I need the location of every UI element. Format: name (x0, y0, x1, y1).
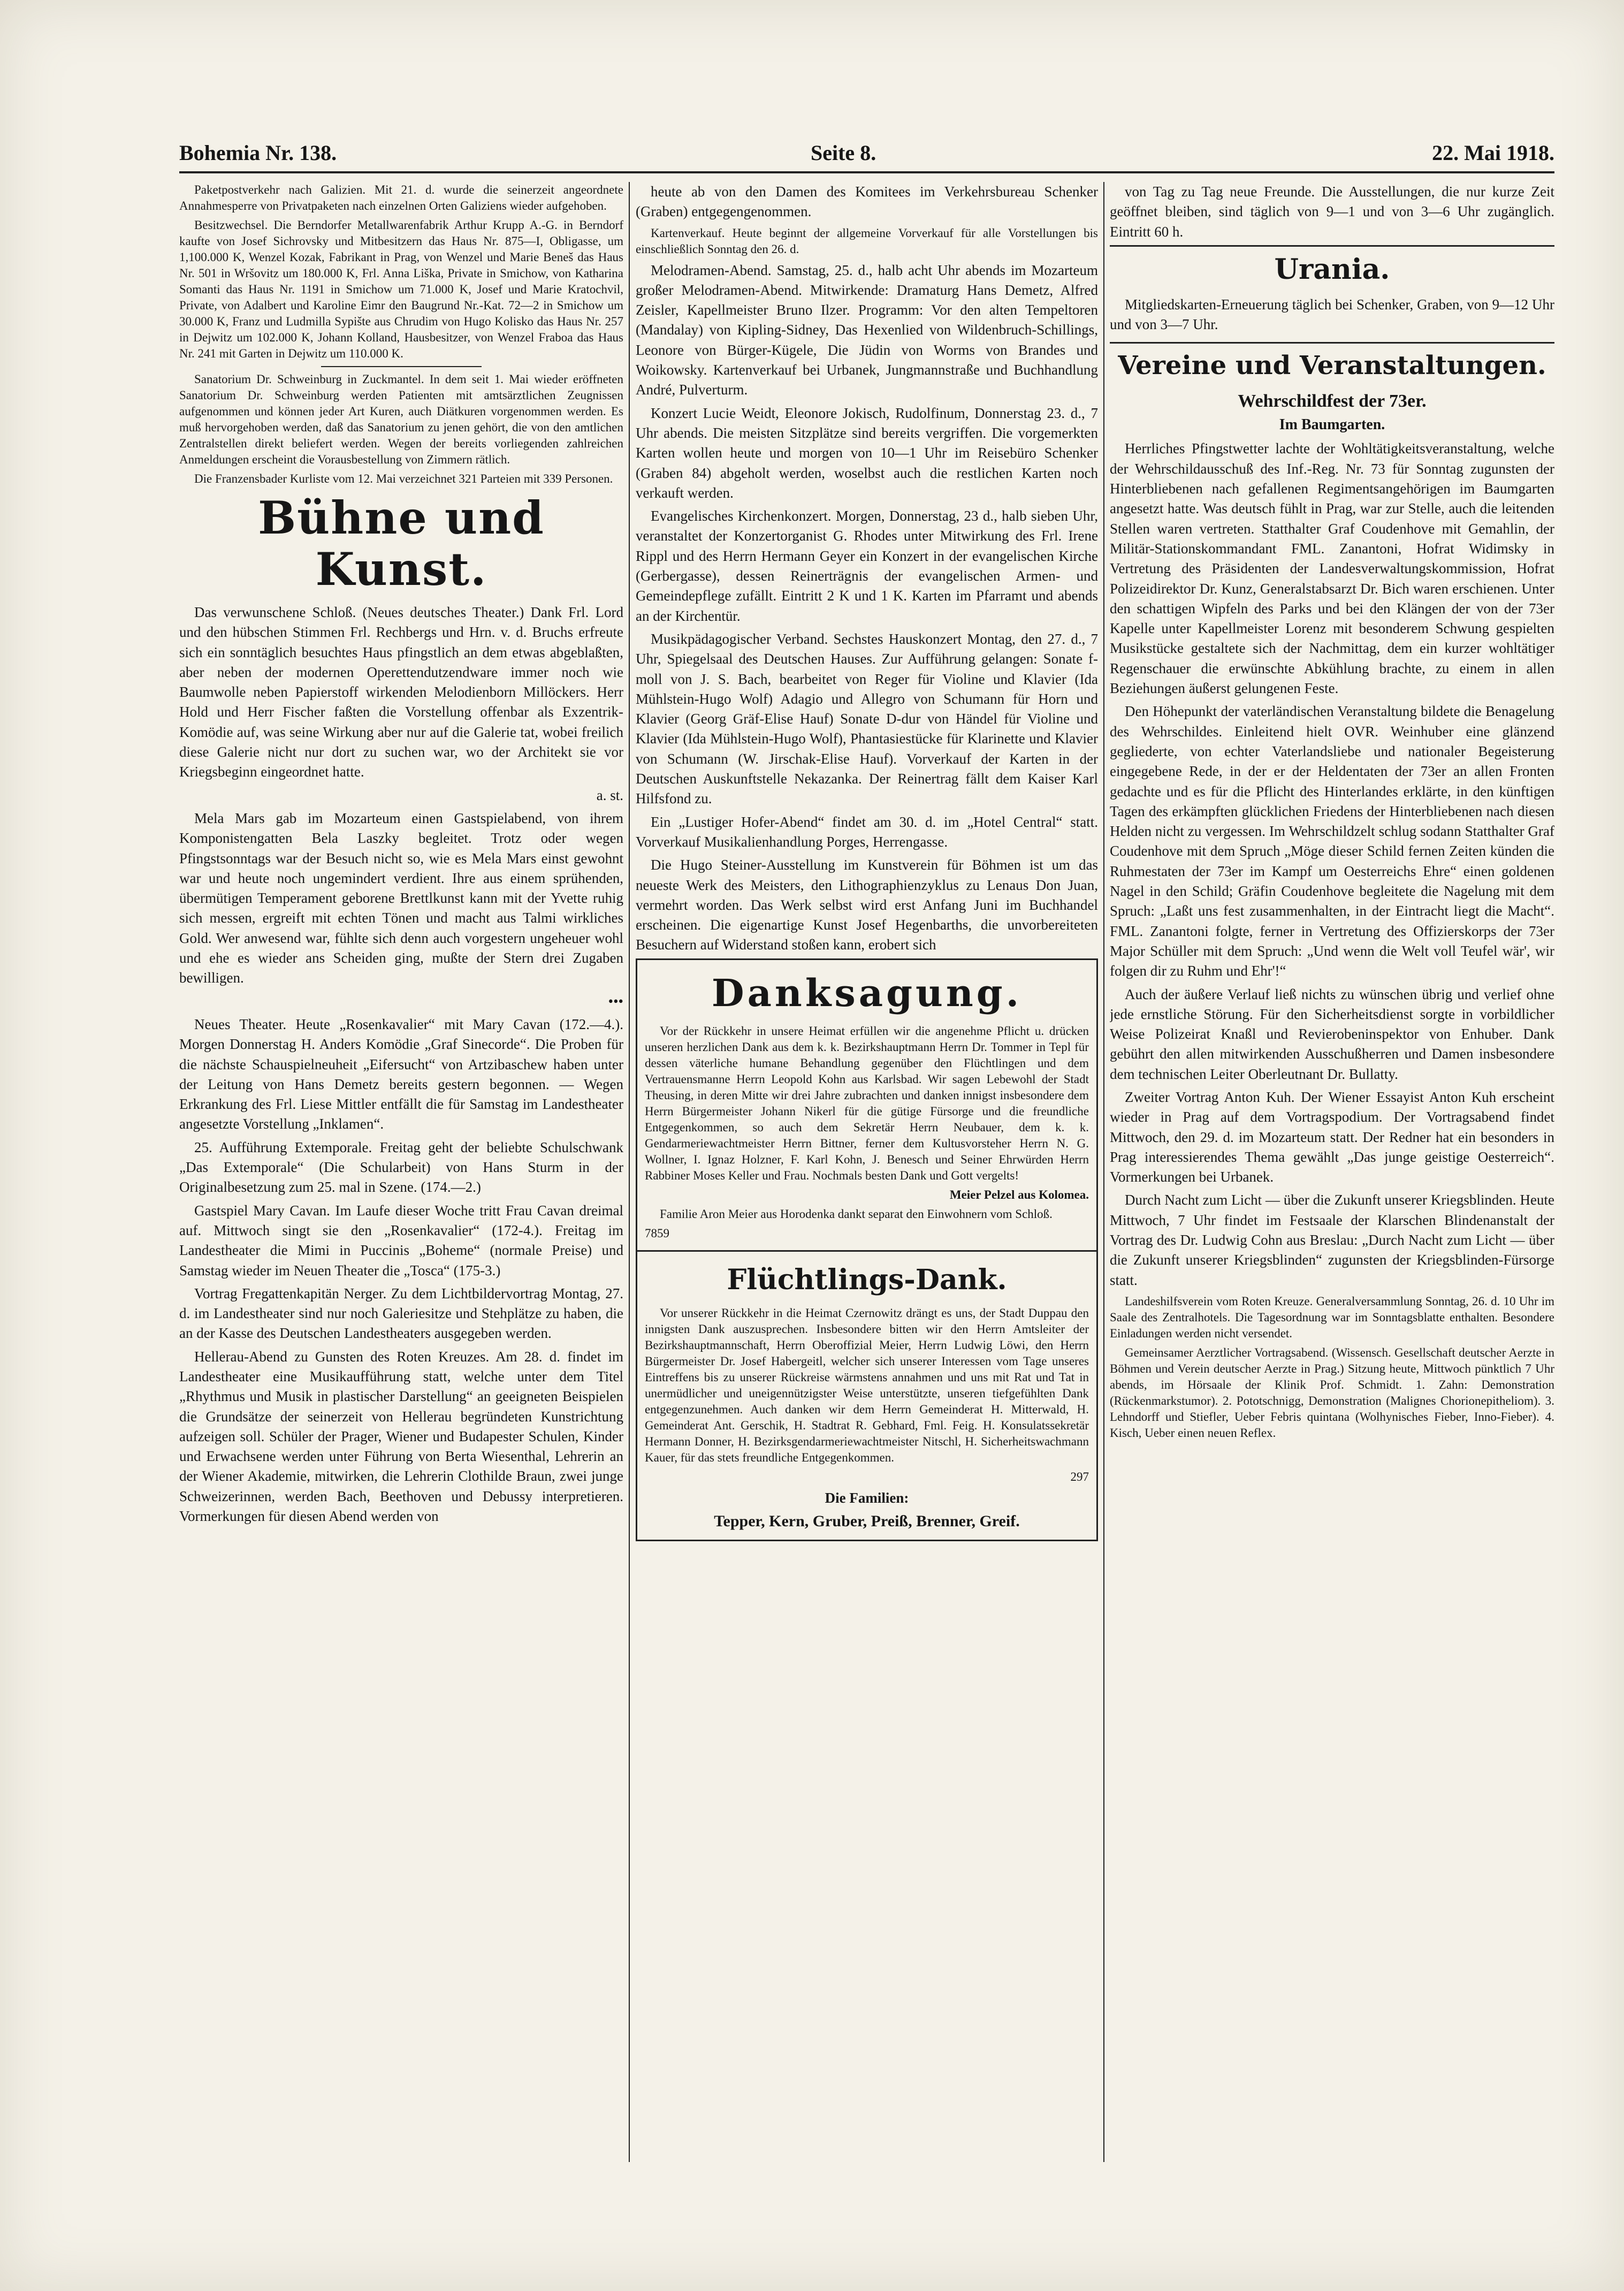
newspaper-issue: Bohemia Nr. 138. (179, 141, 337, 165)
article-subheading: Im Baumgarten. (1279, 416, 1385, 433)
ad-signature-heading: Die Familien: (825, 1489, 909, 1506)
news-item: Besitzwechsel. Die Berndorfer Metallwarenfabrik Arthur Krupp A.-G. in Berndorf kaufte von Josef Sichrovsky und Mitbesitzern das Haus Nr. 875—I, Obligasse, um 1,100.000 K, Wenzel Kozak, Fabrikant in Prag, von Wenzel und Marie Beneš das Haus Nr. 501 in Wršovitz um 180.000 K, Frl. Anna Liška, Private in Smichow, von Katharina Somanti das Haus Nr. 1191 in Smichow um 71.000 K, Josef und Marie Kratochvil, Private, von Adalbert und Karoline Eimr den Baugrund Nr.-Kat. 72—2 in Smichow um 30.000 K, Franz und Ludmilla Sypište aus Chrudim von Hugo Kolisko das Haus Nr. 257 in Dejwitz um 102.000 K, Johann Kolland, Hausbesitzer, von Wenzel Fraboa das Haus Nr. 241 mit Garten in Dejwitz um 110.000 K. (179, 218, 623, 360)
article-paragraph: Gemeinsamer Aerztlicher Vortragsabend. (Wissensch. Gesellschaft deutscher Aerzte in Böhmen und Verein deutscher Aerzte in Prag.) Sitzung heute, Mittwoch pünktlich 7 Uhr abends, im Hörsaale der Klinik Prof. Schmidt. 1. Zahn: Demonstration (Rückenmarkstumor). 2. Pototschnigg, Demonstration (Malignes Chorionepitheliom). 3. Lehndorff und Stiefler, Ueber Febris quintana (Wolhynisches Fieber, Inno-Fieber). 4. Kisch, Ueber einen neuen Reflex. (1110, 1345, 1554, 1440)
column-divider (629, 182, 630, 2162)
column-3 (1110, 182, 1554, 2157)
divider (321, 366, 482, 367)
article-paragraph: Den Höhepunkt der vaterländischen Veranstaltung bildete die Benagelung des Wehrschildes. Einleitend hielt OVR. Weinhuber eine glänzend gegliederte, von echter Vaterlandsliebe und nationaler Begeisterung eingegebene Rede, in der er der Heldentaten der 73er an allen Fronten gedachte und es für die Pflicht des Hinterlandes erklärte, in den künftigen Tagen des erkämpften glücklichen Friedens der Hinterbliebenen nach diesen Helden nicht zu vergessen. Im Wehrschildzelt schlug sodann Statthalter Graf Coudenhove mit dem Spruch „Möge dieser Schild fernen Zeiten künden die Ruhmestaten der 73er im Kampf um Oesterreichs Ehre“ einen goldenen Nagel in den Schild; Gräfin Coudenhove begleitete die Nagelung mit dem Spruch: „Laßt uns fest zusammenhalten, in der Eintracht liegt die Macht“. FML. Zanantoni folgte, ferner in Vertretung des Offizierskorps der 73er Major Schüller mit dem Spruch: „Und wenn die Welt voll Teufel wär', wir folgen dir zu Ruhm und Ehr'!“ (1110, 703, 1554, 979)
article-paragraph: Herrliches Pfingstwetter lachte der Wohltätigkeitsveranstaltung, welche der Wehrschildausschuß des Inf.-Reg. Nr. 73 für Sonntag zugunsten der Hinterbliebenen nach gefallenen Regimentsangehörigen im Baumgarten angesetzt hatte. Was deutsch fühlt in Prag, war zur Stelle, auch die leitenden Stellen waren vertreten. Statthalter Graf Coudenhove mit Gemahlin, der Militär-Stationskommandant FML. Zanantoni, Hofrat Widimsky in Vertretung des Präsidenten der Landesverwaltungskommission, Hofrat Polizeidirektor Dr. Kunz, Generalstabsarzt Dr. Bich waren erschienen. Unter den schattigen Wipfeln des Parks und bei den Klängen der von der 73er Kapelle unter Kapellmeister Lorenz mit besonderem Schwung gespielten Musikstücke gestaltete sich der Nachmittag, dem ein kurzer wohltätiger Regenschauer die erwünschte Abkühlung brachte, zu einem in allen Beziehungen äußerst gelungenen Feste. (1110, 440, 1554, 697)
news-item: Sanatorium Dr. Schweinburg in Zuckmantel. In dem seit 1. Mai wieder eröffneten Sanatorium Dr. Schweinburg werden Patienten mit amtsärztlichen Zeugnissen aufgenommen und können jeder Art Kuren, auch Diätkuren vorgenommen werden. Es muß hervorgehoben werden, daß das Sanatorium zu jenen gehört, die von den amtlichen Zentralstellen direkt beliefert werden. Wegen der bereits vorliegenden zahlreichen Anmeldungen erscheint die Vorausbestellung von Zimmern rätlich. (179, 372, 623, 466)
article-paragraph: Landeshilfsverein vom Roten Kreuze. Generalversammlung Sonntag, 26. d. 10 Uhr im Saale des Zentralhotels. Die Tagesordnung war im Sonntagsblatte enthalten. Besondere Einladungen werden nicht versendet. (1110, 1294, 1554, 1340)
article-paragraph: Gastspiel Mary Cavan. Im Laufe dieser Woche tritt Frau Cavan dreimal auf. Mittwoch singt sie den „Rosenkavalier“ (172-4.). Freitag im Landestheater die Mimi in Puccinis „Boheme“ (normale Preise) und Samstag wieder im Neuen Theater die „Tosca“ (175-3.) (179, 1202, 623, 1278)
ad-signature: Meier Pelzel aus Kolomea. (949, 1188, 1089, 1201)
article-paragraph: Melodramen-Abend. Samstag, 25. d., halb acht Uhr abends im Mozarteum großer Melodramen-Abend. Mitwirkende: Dramaturg Hans Demetz, Alfred Zeisler, Kapellmeister Bruno Ilzer. Programm: Vor den alten Tempeltoren (Mandalay) von Kipling-Sidney, Das Hexenlied von Wildenbruch-Schillings, Leonore von Bürger-Kügele, Die Jüdin von Worms von Brandes und Woikowsky. Kartenverkauf bei Urbanek, Jungmannstraße und Buchhandlung André, Pulverturm. (636, 262, 1098, 398)
page-number: Seite 8. (811, 141, 876, 165)
divider (1110, 245, 1554, 247)
ad-title: Flüchtlings-Dank. (727, 1263, 1007, 1296)
ad-number: 297 (1070, 1470, 1089, 1483)
section-heading: Bühne und Kunst. (258, 491, 545, 596)
article-paragraph: von Tag zu Tag neue Freunde. Die Ausstellungen, die nur kurze Zeit geöffnet bleiben, sind täglich von 9—1 und von 3—6 Uhr zugänglich. Eintritt 60 h. (1110, 184, 1554, 240)
article-paragraph: Vortrag Fregattenkapitän Nerger. Zu dem Lichtbildervortrag Montag, 27. d. im Landestheater sind nur noch Galeriesitze und Stehplätze zu haben, die an der Kasse des Deutschen Landestheaters ausgegeben werden. (179, 1285, 623, 1342)
header-rule (179, 171, 1554, 173)
urania-heading: Urania. (1274, 253, 1390, 286)
ad-danksagung (636, 958, 1098, 1252)
article-paragraph: Neues Theater. Heute „Rosenkavalier“ mit Mary Cavan (172.—4.). Morgen Donnerstag H. Anders Komödie „Graf Sinecorde“. Die Proben für die nächste Schauspielneuheit „Eifersucht“ von Artzibaschew haben unter der Leitung von Hans Demetz bereits gestern begonnen. — Wegen Erkrankung des Frl. Liese Mittler entfällt die für Samstag im Landestheater angesetzte Vorstellung „Inklamen“. (179, 1016, 623, 1132)
article-paragraph: Die Hugo Steiner-Ausstellung im Kunstverein für Böhmen ist um das neueste Werk des Meisters, den Lithographienzyklus zu Lenaus Don Juan, vermehrt worden. Das Werk selbst wird erst Anfang Juni im Buchhandel erscheinen. Die eigenartige Kunst Josef Hegenbarths, die unvorbereiteten Besuchern auf Widerstand stoßen kann, erobert sich (636, 857, 1098, 953)
news-item: Die Franzensbader Kurliste vom 12. Mai verzeichnet 321 Parteien mit 339 Personen. (194, 472, 613, 485)
article-heading: Wehrschildfest der 73er. (1238, 391, 1427, 412)
article-paragraph: Evangelisches Kirchenkonzert. Morgen, Donnerstag, 23 d., halb sieben Uhr, veranstaltet der Konzertorganist G. Rhodes unter Mitwirkung des Frl. Irene Rippl und des Herrn Hermann Geyer ein Konzert in der evangelischen Kirche (Gerbergasse), dessen Reinerträgnis der evangelischen Armen- und Gemeindepflege zufällt. Eintritt 2 K und 1 K. Karten im Pfarramt und abends an der Kirchentür. (636, 508, 1098, 624)
article-paragraph: Konzert Lucie Weidt, Eleonore Jokisch, Rudolfinum, Donnerstag 23. d., 7 Uhr abends. Die meisten Sitzplätze sind bereits vergriffen. Die vorgemerkten Karten wollen heute und morgen von 10—1 Uhr im Reisebüro Schenker (Graben 84) abgeholt werden, woselbst auch die restlichen Karten noch verkauft werden. (636, 405, 1098, 501)
article-paragraph: Mela Mars gab im Mozarteum einen Gastspielabend, von ihrem Komponistengatten Bela Laszky begleitet. Trotz oder wegen Pfingstsonntags war der Besuch nicht so, wie es Mela Mars einst gewohnt war und heute noch ungemindert verdient. Ihre aus einem sprühenden, übermütigen Temperament geborene Brettlkunst kann mit der Yvette ruhig sich messen, ergreift mit echten Tönen und macht aus Talmi wirkliches Gold. Wer anwesend war, fühlte sich denn auch vorgestern ungeheuer wohl und ehe es wieder ans Scheiden ging, mußte der Stern drei Zugaben bewilligen. (179, 810, 623, 986)
divider (1110, 342, 1554, 344)
ad-number: 7859 (645, 1226, 669, 1240)
ad-fluechtlings-dank (636, 1250, 1098, 1542)
article-paragraph: Mitgliedskarten-Erneuerung täglich bei Schenker, Graben, von 9—12 Uhr und von 3—7 Uhr. (1110, 296, 1554, 333)
article-paragraph: Zweiter Vortrag Anton Kuh. Der Wiener Essayist Anton Kuh erscheint wieder in Prag auf dem Vortragspodium. Der Vortragsabend findet Mittwoch, den 29. d. im Mozarteum statt. Der Redner hat ein besonders in Prag interessierendes Thema gewählt „Das junge geistige Oesterreich“. Vormerkungen bei Urbanek. (1110, 1089, 1554, 1185)
article-paragraph: Durch Nacht zum Licht — über die Zukunft unserer Kriegsblinden. Heute Mittwoch, 7 Uhr findet im Festsaale der Klarschen Blindenanstalt der Vortrag des Dr. Ludwig Cohn aus Breslau: „Durch Nacht zum Licht — über die Zukunft unserer Kriegsblinden“ zugunsten der Kriegsblinden-Fürsorge statt. (1110, 1192, 1554, 1288)
article-paragraph: Hellerau-Abend zu Gunsten des Roten Kreuzes. Am 28. d. findet im Landestheater eine Musikaufführung statt, welche unter dem Titel „Rhythmus und Musik in plastischer Darstellung“ an geeigneten Beispielen die Grundsätze der seinerzeit von Hellerau begründeten Kunstrichtung aufzeigen soll. Schüler der Prager, Wiener und Budapester Schulen, Kinder und Erwachsene werden unter Führung von Berta Wiesenthal, Lehrerin an der Wiener Akademie, mitwirken, die Lehrerin Clothilde Braun, zwei junge Schweizerinnen, werden Bach, Beethoven und Debussy interpretieren. Vormerkungen für diesen Abend werden von (179, 1348, 623, 1525)
ad-signature: Tepper, Kern, Gruber, Preiß, Brenner, Greif. (714, 1512, 1020, 1530)
article-paragraph: heute ab von den Damen des Komitees im Verkehrsbureau Schenker (Graben) entgegengenommen. (636, 184, 1098, 220)
ad-title: Danksagung. (711, 970, 1023, 1015)
article-paragraph: Kartenverkauf. Heute beginnt der allgemeine Vorverkauf für alle Vorstellungen bis einschließlich Sonntag den 26. d. (636, 226, 1098, 256)
column-2 (636, 182, 1098, 2157)
article-paragraph: Ein „Lustiger Hofer-Abend“ findet am 30. d. im „Hotel Central“ statt. Vorverkauf Musikalienhandlung Porges, Herrengasse. (636, 813, 1098, 850)
news-item: Paketpostverkehr nach Galizien. Mit 21. d. wurde die seinerzeit angeordnete Annahmesperre von Privatpaketen nach einzelnen Orten Galiziens wieder aufgehoben. (179, 183, 623, 212)
column-1 (179, 182, 623, 2157)
issue-date: 22. Mai 1918. (1432, 141, 1554, 165)
ad-note: Familie Aron Meier aus Horodenka dankt separat den Einwohnern vom Schloß. (660, 1207, 1053, 1221)
ad-text: Vor der Rückkehr in unsere Heimat erfüllen wir die angenehme Pflicht u. drücken unseren herzlichen Dank aus dem k. k. Bezirkshauptmann Herrn Dr. Tommer in Tepl für dessen väterliche humane Behandlung gegenüber den Flüchtlingen und dem Vertrauensmanne Herrn Leopold Kohn aus Karlsbad. Wir sagen Lebewohl der Stadt Theusing, in deren Mitte wir drei Jahre zubrachten und danken innigst insbesondere dem Herrn Bürgermeister Johann Nikerl für die gütige Fürsorge und die freundliche Entgegenkommen, so auch dem Sekretär Herrn Neubauer, dem k. k. Gendarmeriewachtmeister Herrn Bittner, ferner dem Kultusvorsteher Herrn N. G. Wollner, I. Ignaz Holzner, F. Karl Kohn, J. Benesch und Seiner Ehrwürden Herrn Rabbiner Moses Keller und Frau. Nochmals besten Dank und Gott vergelts! (645, 1024, 1089, 1182)
article-signature: a. st. (596, 787, 623, 803)
section-heading: Vereine und Veranstaltungen. (1118, 351, 1546, 381)
column-divider (1103, 182, 1104, 2162)
article-paragraph: 25. Aufführung Extemporale. Freitag geht der beliebte Schulschwank „Das Extemporale“ (Die Schularbeit) von Hans Sturm in der Originalbesetzung zum 25. mal in Szene. (174.—2.) (179, 1139, 623, 1196)
ad-text: Vor unserer Rückkehr in die Heimat Czernowitz drängt es uns, der Stadt Duppau den innigsten Dank auszusprechen. Insbesondere bitten wir den Herrn Amtsleiter der Bezirkshauptmannschaft, Herrn Oberoffizial Meier, Herrn Ludwig Löwi, den Herrn Bürgermeister Dr. Josef Habergeitl, welcher sich unserer Interessen vom Tage unseres Eintreffens bis zu unserer Rückreise wärmstens annahmen und uns mit Rat und Tat in unermüdlicher und uneigennützigster Weise unterstützte, unseren tiefgefühlten Dank entgegenzunehmen. Auch danken wir dem Herrn Gemeinderat H. Mitterwald, H. Gemeinderat Ant. Gerschik, H. Stadtrat R. Gebhard, Fml. Feig. H. Konsulatssekretär Hermann Donner, H. Bezirksgendarmeriewachtmeister Nitschl, H. Sicherheitswachmann Kauer, für das stets freundliche Entgegenkommen. (645, 1306, 1089, 1464)
article-paragraph: Auch der äußere Verlauf ließ nichts zu wünschen übrig und verlief ohne jede ernstliche Störung. Für den Sicherheitsdienst sorgte in vorbildlicher Weise Polizeirat Knaßl und Revierobeninspektor von Enhuber. Dank gebührt den allen mitwirkenden Ausschußherren und Damen insbesondere dem technischen Leiter Oberleutnant Dr. Bullatty. (1110, 986, 1554, 1082)
article-paragraph: Das verwunschene Schloß. (Neues deutsches Theater.) Dank Frl. Lord und den hübschen Stimmen Frl. Rechbergs und Hrn. v. d. Bruchs erfreute sich ein sonntäglich besuchtes Haus pfingstlich an dem etwas abgeblaßten, aber neben der modernen Operettendutzendware immer noch wie Baumwolle neben Papierstoff wirkenden Melodienborn Millöckers. Herr Hold und Herr Fischer faßten die Vorstellung offenbar als Exzentrik-Komödie auf, was seine Wirkung aber nur auf die Galerie tat, wobei freilich diese Galerie nicht nur dort zu suchen war, wo der Architekt sie vor Kriegsbeginn eingeordnet hatte. (179, 604, 623, 780)
article-paragraph: Musikpädagogischer Verband. Sechstes Hauskonzert Montag, den 27. d., 7 Uhr, Spiegelsaal des Deutschen Hauses. Zur Aufführung gelangen: Sonate f-moll von J. S. Bach, bearbeitet von Reger für Violine und Klavier (Ida Mühlstein-Hugo Wolf) Adagio und Allegro von Schumann für Horn und Klavier (Georg Gräf-Elise Hauf) Sonate D-dur von Händel für Violine und Klavier (Ida Mühlstein-Hugo Wolf), Phantasiestücke für Klarinette und Klavier von Schumann (W. Jirschak-Elise Hauf). Vorverkauf der Karten in der Deutschen Auskunftstelle Nekazanka. Der Reinertrag fällt dem Kaiser Karl Hilfsfond zu. (636, 630, 1098, 807)
page-header (179, 140, 1554, 167)
article-signature: ••• (608, 993, 623, 1009)
